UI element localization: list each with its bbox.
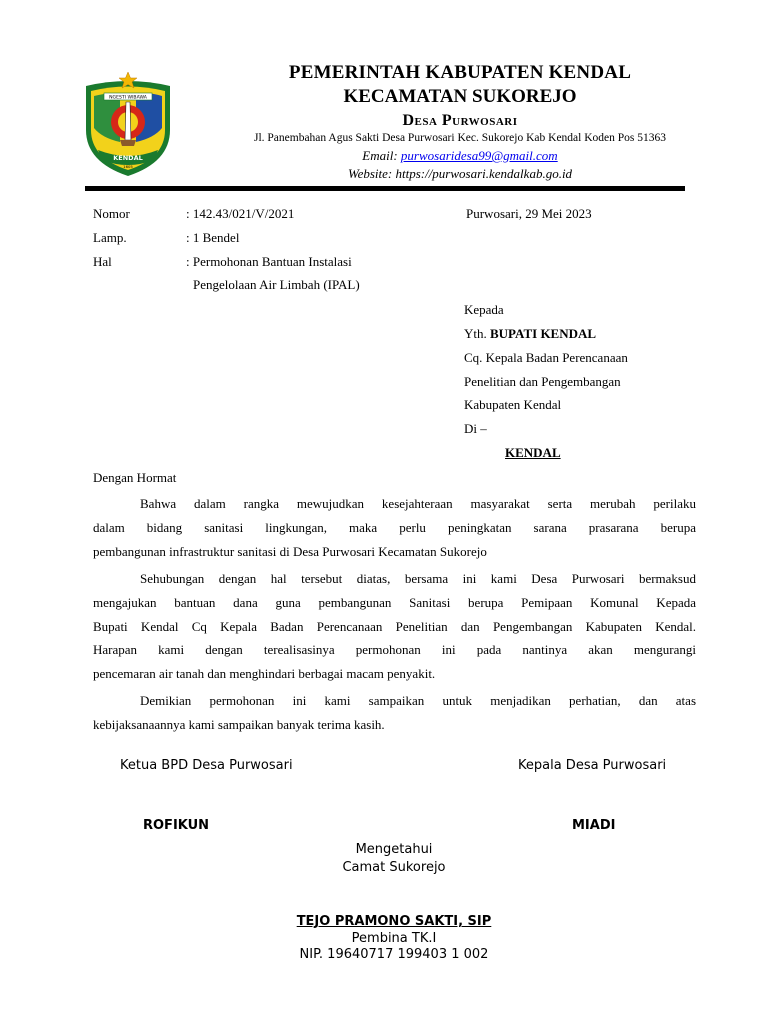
mengetahui: Mengetahui	[355, 842, 433, 857]
salutation: Dengan Hormat	[93, 470, 177, 485]
letterhead-address: Jl. Panembahan Agus Sakti Desa Purwosari Kec. Sukorejo Kab Kendal Koden Pos 51363	[253, 132, 667, 144]
letterhead-government: PEMERINTAH KABUPATEN KENDAL	[288, 62, 632, 83]
recipient-cq-line1: Cq. Kepala Badan Perencanaan	[464, 350, 628, 365]
signature-left-title: Ketua BPD Desa Purwosari	[120, 758, 293, 773]
signature-right-title: Kepala Desa Purwosari	[518, 758, 667, 773]
svg-text:NGESTI WIBAWA: NGESTI WIBAWA	[109, 95, 147, 101]
letterhead-district: KECAMATAN SUKOREJO	[343, 86, 577, 107]
letterhead-divider	[85, 186, 685, 191]
paragraph-3-line-1: Demikian permohonan ini kami sampaikan untuk menjadikan perhatian, dan atas	[140, 693, 696, 708]
camat-rank: Pembina TK.I	[351, 931, 437, 946]
lamp-label: Lamp.	[93, 230, 127, 245]
camat-nip: NIP. 19640717 199403 1 002	[299, 947, 489, 962]
recipient-di: Di –	[464, 421, 487, 436]
paragraph-2-line-5: pencemaran air tanah dan menghindari berbagai macam penyakit.	[93, 666, 436, 681]
email-link[interactable]: purwosaridesa99@gmail.com	[400, 148, 558, 163]
paragraph-3-line-2: kebijaksanaannya kami sampaikan banyak terima kasih.	[93, 717, 385, 732]
hal-label: Hal	[93, 254, 112, 269]
recipient-cq-line2: Penelitian dan Pengembangan	[464, 374, 621, 389]
hal-value-line1: : Permohonan Bantuan Instalasi	[186, 254, 352, 269]
lamp-value: : 1 Bendel	[186, 230, 240, 245]
paragraph-1-line-3: pembangunan infrastruktur sanitasi di Desa Purwosari Kecamatan Sukorejo	[93, 544, 487, 559]
recipient-kepada: Kepada	[464, 302, 504, 317]
letterhead-website: Website: https://purwosari.kendalkab.go.id	[347, 166, 573, 181]
signature-left-name: ROFIKUN	[143, 818, 210, 833]
paragraph-2-line-1: Sehubungan dengan hal tersebut diatas, bersama ini kami Desa Purwosari bermaksud	[140, 571, 696, 586]
recipient-city: KENDAL	[505, 445, 561, 460]
nomor-value: : 142.43/021/V/2021	[186, 206, 295, 221]
letterhead-village: Desa Purwosari	[402, 112, 518, 129]
recipient-cq-line3: Kabupaten Kendal	[464, 397, 562, 412]
hal-value-line2: Pengelolaan Air Limbah (IPAL)	[193, 277, 360, 292]
paragraph-2-line-4: Harapan kami dengan terealisasinya permohonan ini pada nantinya akan mengurangi	[93, 642, 696, 657]
camat-title: Camat Sukorejo	[342, 860, 446, 875]
signature-right-name: MIADI	[572, 818, 616, 833]
recipient-name: BUPATI KENDAL	[490, 326, 597, 341]
svg-text:KENDAL: KENDAL	[113, 154, 143, 162]
paragraph-1-line-1: Bahwa dalam rangka mewujudkan kesejahteraan masyarakat serta merubah perilaku	[140, 496, 696, 511]
paragraph-2-line-2: mengajukan bantuan dana guna pembangunan Sanitasi berupa Pemipaan Komunal Kepada	[93, 595, 696, 610]
paragraph-1-line-2: dalam bidang sanitasi lingkungan, maka perlu peningkatan sarana prasarana berupa	[93, 520, 696, 535]
paragraph-2-line-3: Bupati Kendal Cq Kepala Badan Perencanaan Penelitian dan Pengembangan Kabupaten Kendal.	[93, 619, 696, 634]
recipient-yth-label: Yth.	[464, 326, 487, 341]
nomor-label: Nomor	[93, 206, 130, 221]
email-label: Email:	[362, 148, 398, 163]
kendal-regency-logo	[80, 72, 176, 180]
svg-text:1605: 1605	[123, 164, 133, 169]
letterhead-email	[180, 148, 740, 164]
camat-name: TEJO PRAMONO SAKTI, SIP	[296, 914, 492, 929]
recipient-yth	[464, 326, 596, 342]
place-date: Purwosari, 29 Mei 2023	[466, 206, 592, 221]
